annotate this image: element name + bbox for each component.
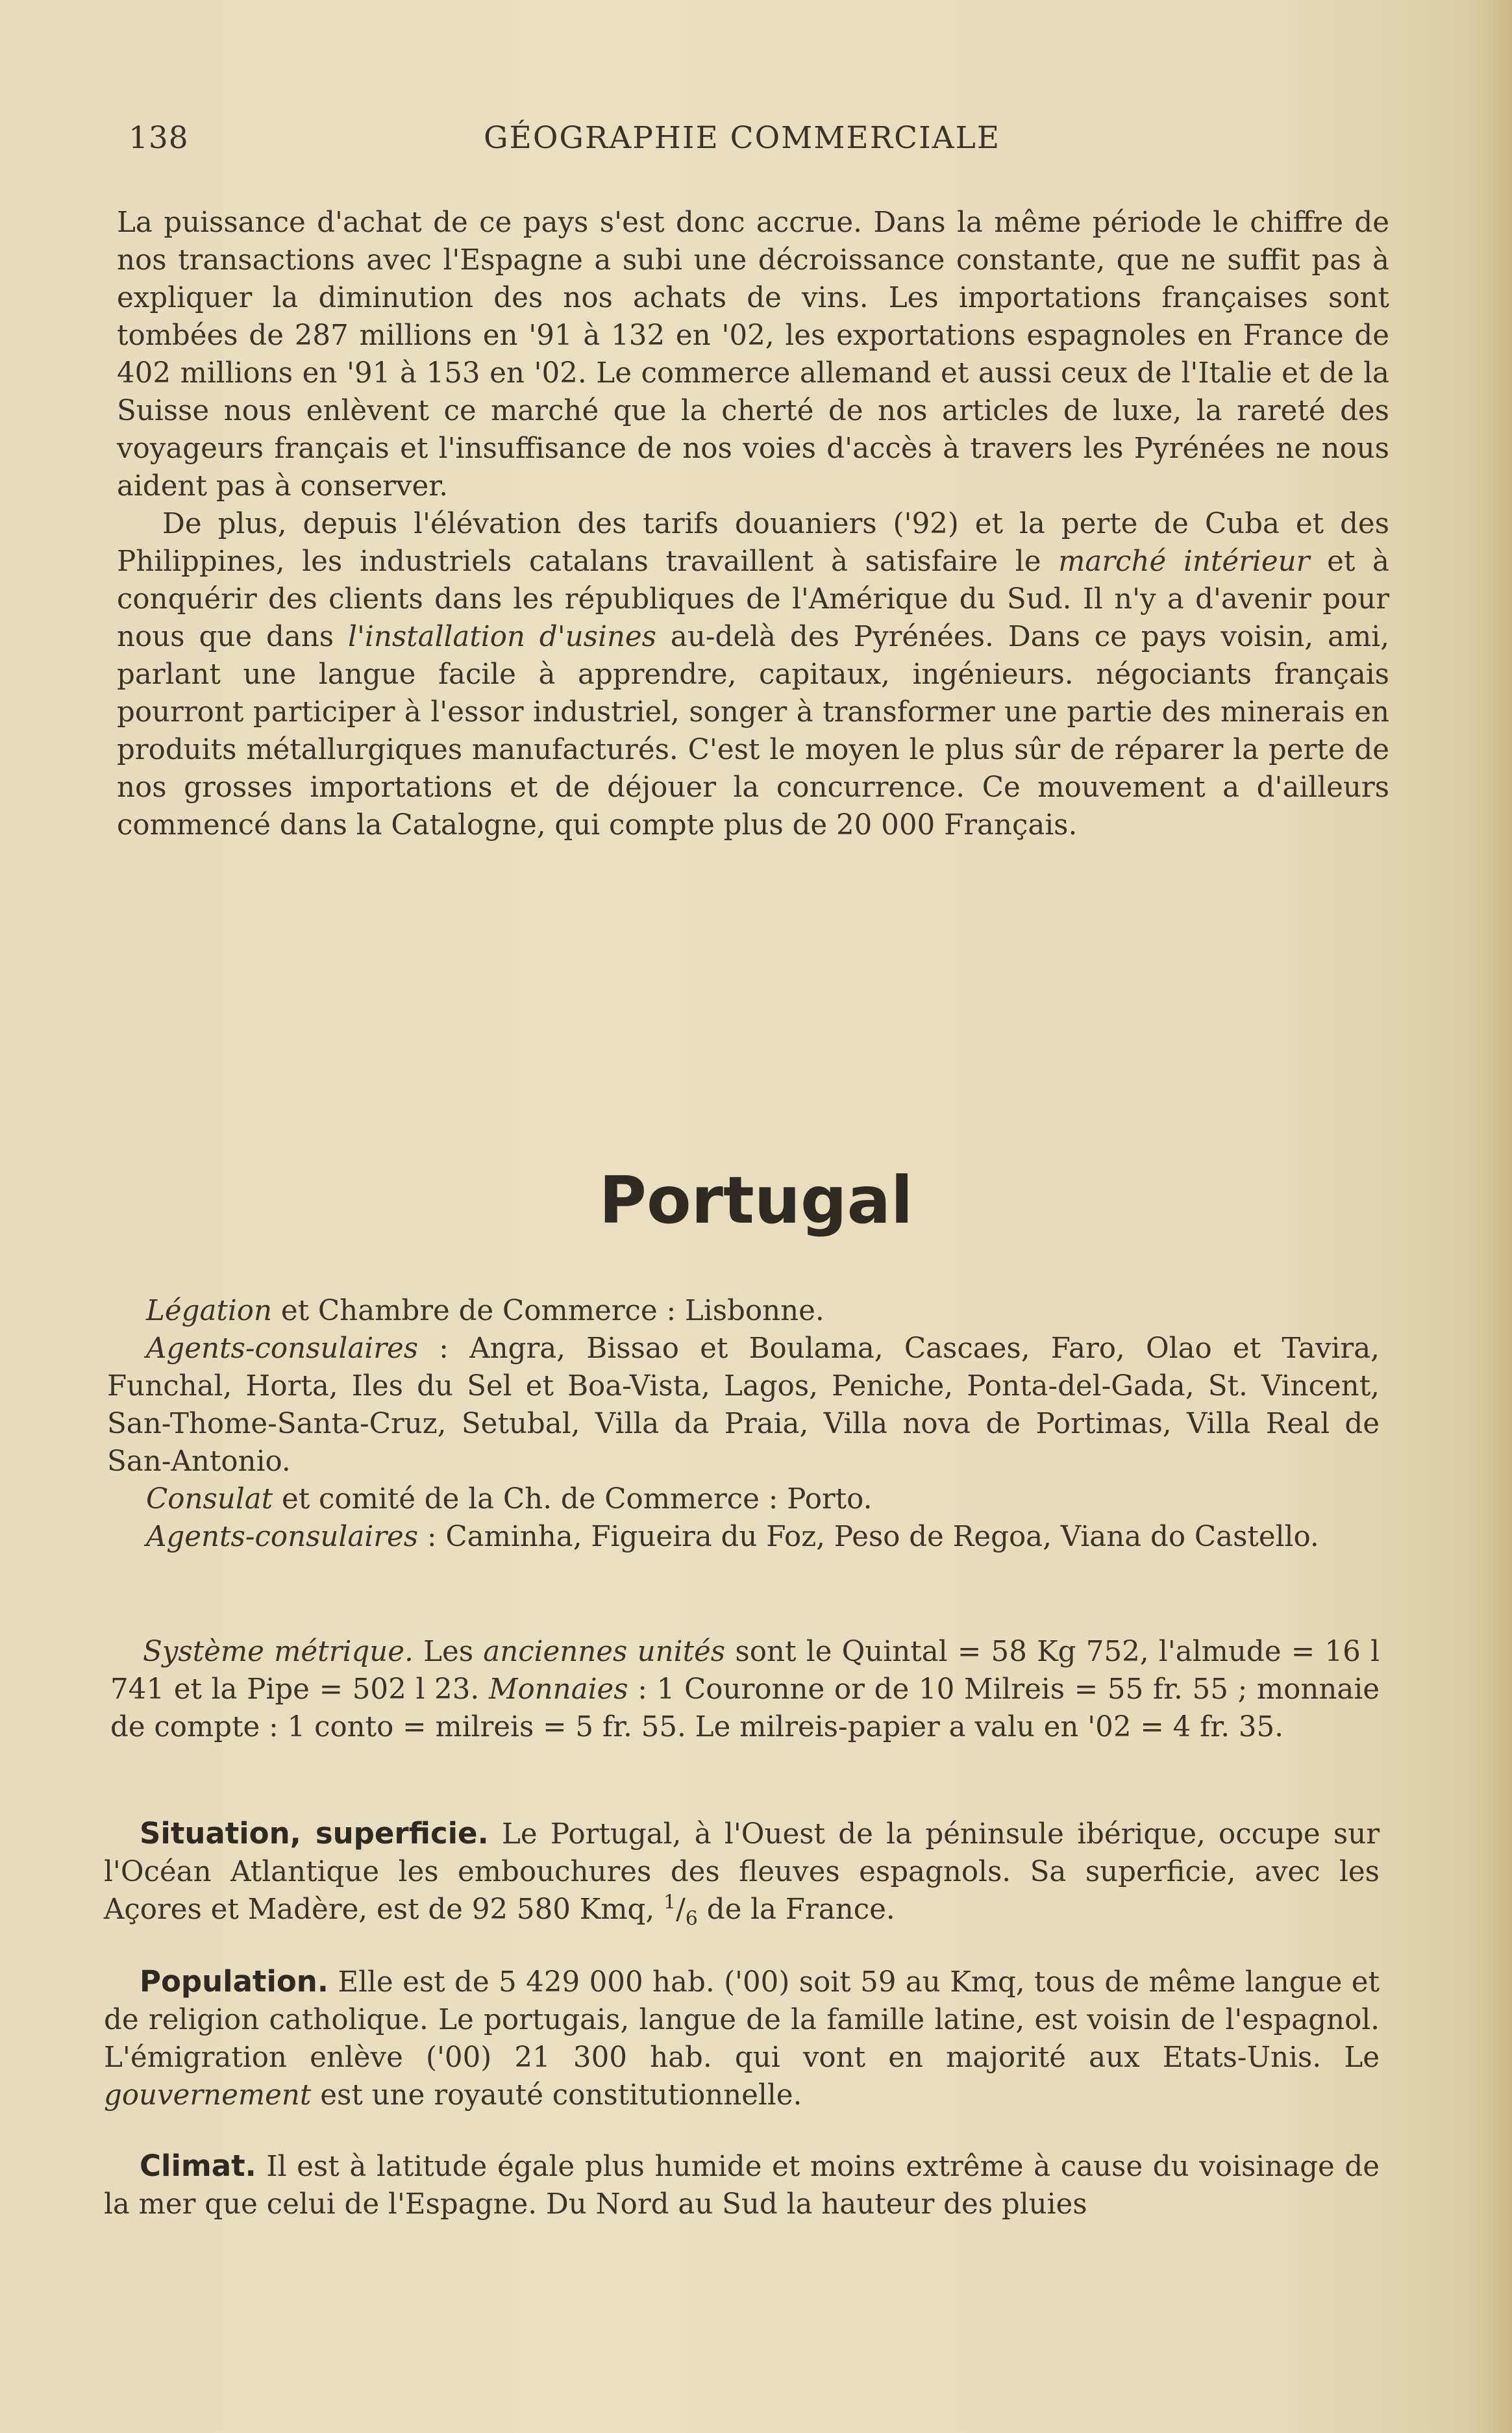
fraction-numerator: 1 (663, 1891, 676, 1914)
running-title: GÉOGRAPHIE COMMERCIALE (484, 120, 1001, 156)
section-title-population: Population. (140, 1964, 328, 1999)
section-situation: Situation, superficie. Le Portugal, à l'Ouest de la péninsule ibérique, occupe sur l'Océan Atlantique les embouchures des fleuves espagnols. Sa superficie, avec les Açores et Madère, est de 92 580 Kmq, $^1/_6$ de la France. (104, 1816, 1380, 1930)
agents-consulaires-porto: Agents-consulaires : Caminha, Figueira du Foz, Peso de Regoa, Viana do Castello. (146, 1521, 1319, 1553)
section-climat: Climat. Il est à latitude égale plus humide et moins extrême à cause du voisinage de la mer que celui de l'Espagne. Du Nord au Sud la hauteur des pluies (104, 2149, 1380, 2221)
emphasis-gouvernement: gouvernement (104, 2079, 312, 2112)
paragraph-1: La puissance d'achat de ce pays s'est donc accrue. Dans la même période le chiffre de nos transactions avec l'Espagne a subi une décroissance constante, que ne suffit pas à expliquer la diminution des nos achats de vins. Les importations françaises sont tombées de 287 millions en '91 à 132 en '02, les exportations espagnoles en France de 402 millions en '91 à 153 en '02. Le commerce allemand et aussi ceux de l'Italie et de la Suisse nous enlèvent ce marché que la cherté de nos articles de luxe, la rareté des voyageurs français et l'insuffisance de nos voies d'accès à travers les Pyrénées ne nous aident pas à conserver. (117, 206, 1389, 503)
section-population: Population. Elle est de 5 429 000 hab. ('00) soit 59 au Kmq, tous de même langue et de religion catholique. Le portugais, langue de la famille latine, est voisin de l'espagnol. L'émigration enlève ('00) 21 300 hab. qui vont en majorité aux Etats-Unis. Le gouvernement est une royauté constitutionnelle. (104, 1964, 1380, 2112)
body-text-spain (117, 204, 1389, 844)
chapter-title: Portugal (599, 1162, 913, 1238)
emphasis-installation-usines: l'installation d'usines (348, 621, 656, 653)
systeme-paragraph: Système métrique. Les anciennes unités sont le Quintal = 58 Kg 752, l'almude = 16 l 741 et la Pipe = 502 l 23. Monnaies : 1 Couronne or de 10 Milreis = 55 fr. 55 ; monnaie de compte : 1 conto = milreis = 5 fr. 55. Le milreis-papier a valu en '02 = 4 fr. 35. (110, 1636, 1380, 1743)
emphasis-marche-interieur: marché intérieur (1058, 545, 1310, 578)
agents-consulaires-lisbonne: Agents-consulaires : Angra, Bissao et Boulama, Cascaes, Faro, Olao et Tavira, Funchal, Horta, Iles du Sel et Boa-Vista, Lagos, Peniche, Ponta-del-Gada, St. Vincent, San-Thome-Santa-Cruz, Setubal, Villa da Praia, Villa nova de Portimas, Villa Real de San-Antonio. (107, 1332, 1380, 1478)
paragraph-2: De plus, depuis l'élévation des tarifs douaniers ('92) et la perte de Cuba et des Philippines, les industriels catalans travaillent à satisfaire le marché intérieur et à conquérir des clients dans les républiques de l'Amérique du Sud. Il n'y a d'avenir pour nous que dans l'installation d'usines au-delà des Pyrénées. Dans ce pays voisin, ami, parlant une langue facile à apprendre, capitaux, ingénieurs. négociants français pourront participer à l'essor industriel, songer à transformer une partie des minerais en produits métallurgiques manufacturés. C'est le moyen le plus sûr de réparer la perte de nos grosses importations et de déjouer la concurrence. Ce mouvement a d'ailleurs commencé dans la Catalogne, qui compte plus de 20 000 Français. (117, 508, 1389, 842)
consular-list (107, 1292, 1380, 1556)
section-title-situation: Situation, superficie. (140, 1816, 489, 1851)
page-number: 138 (129, 120, 189, 156)
consulat-line: Consulat et comité de la Ch. de Commerce : Porto. (146, 1483, 873, 1516)
legation-line: Légation et Chambre de Commerce : Lisbonne. (146, 1295, 824, 1327)
page-header (123, 120, 1389, 159)
systeme-metrique (110, 1633, 1380, 1746)
fraction-denominator: 6 (685, 1907, 698, 1930)
section-title-climat: Climat. (140, 2149, 256, 2183)
